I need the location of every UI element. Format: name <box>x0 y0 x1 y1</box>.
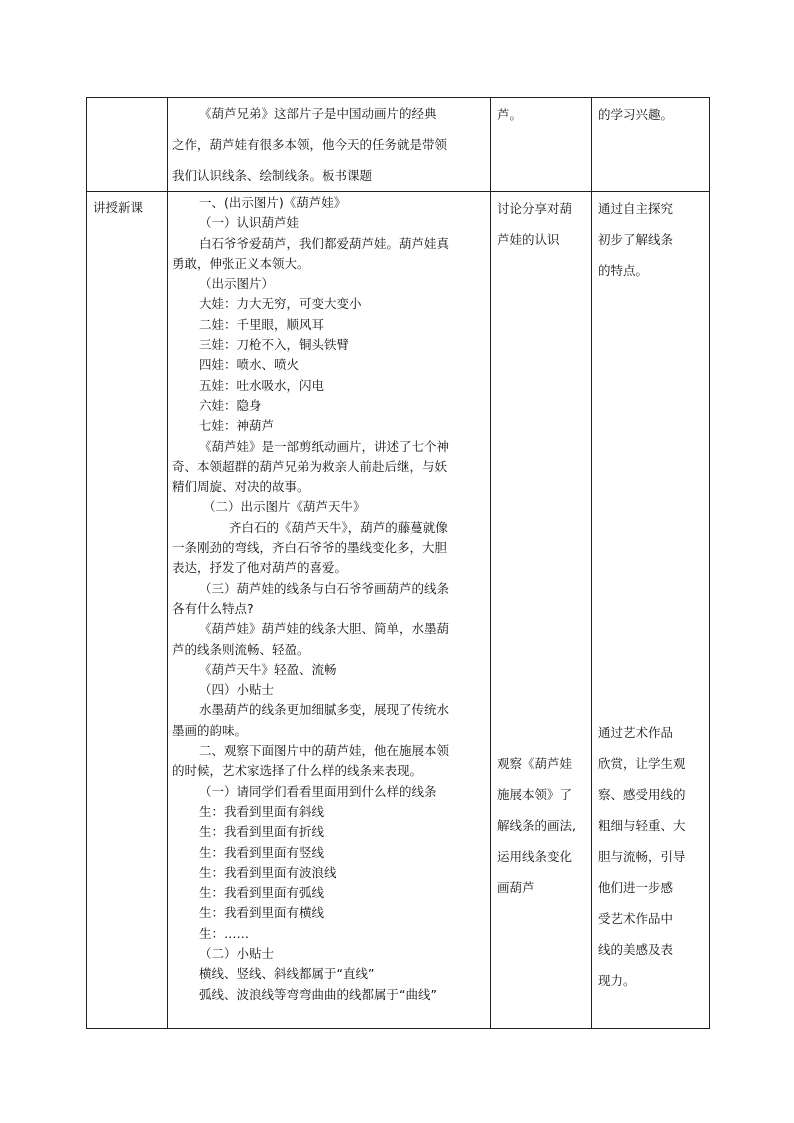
content-line: 四娃：喷水、喷火 <box>199 357 300 373</box>
content-line: 我们认识线条、绘制线条。板书课题 <box>172 168 373 183</box>
design-intent-cell <box>592 98 710 192</box>
content-line: 生：我看到里面有竖线 <box>199 844 325 860</box>
content-line: 一、(出示图片)《葫芦娃》 <box>199 195 347 210</box>
intent-line: 线的美感及表 <box>598 942 674 957</box>
intent-line: 他们进一步感 <box>598 880 674 895</box>
content-line: 勇敢，伸张正义本领大。 <box>172 255 310 271</box>
content-line: 横线、竖线、斜线都属于“直线” <box>199 966 375 982</box>
student-line: 芦娃的认识 <box>497 232 560 247</box>
intent-line: 的学习兴趣。 <box>598 107 674 122</box>
content-line: （二）出示图片《葫芦天牛》 <box>203 499 366 515</box>
intent-line: 通过艺术作品 <box>598 725 674 740</box>
table-row <box>87 192 710 1029</box>
content-line: （四）小贴士 <box>199 682 275 698</box>
lesson-plan-table <box>86 97 710 1029</box>
content-line: 六娃：隐身 <box>199 397 262 413</box>
table-row <box>87 98 710 192</box>
intent-line: 察、感受用线的 <box>598 787 686 802</box>
teacher-activity-cell <box>168 192 491 1029</box>
student-line: 施展本领》了 <box>497 787 573 802</box>
student-activity-cell <box>491 98 592 192</box>
content-line: 《葫芦娃》葫芦娃的线条大胆、简单，水墨葫 <box>199 621 450 637</box>
intent-line: 粗细与轻重、大 <box>598 818 686 833</box>
intent-line: 受艺术作品中 <box>598 911 674 926</box>
content-line: 芦的线条则流畅、轻盈。 <box>172 641 310 657</box>
teacher-activity-cell <box>168 98 491 192</box>
content-line: 生：…… <box>199 925 250 941</box>
content-line: （二）小贴士 <box>199 945 275 961</box>
student-line: 运用线条变化 <box>497 849 573 864</box>
content-line: 水墨葫芦的线条更加细腻多变，展现了传统水 <box>199 702 450 718</box>
content-line: 二、观察下面图片中的葫芦娃，他在施展本领 <box>199 743 450 759</box>
content-line: 的时候，艺术家选择了什么样的线条来表现。 <box>172 763 423 779</box>
content-line: 精们周旋、对决的故事。 <box>172 479 310 495</box>
content-line: 二娃：千里眼，顺风耳 <box>199 316 325 332</box>
content-line: （出示图片） <box>199 276 275 292</box>
intent-line: 的特点。 <box>598 263 649 278</box>
intent-line: 现力。 <box>598 973 636 988</box>
content-line: 齐白石的《葫芦天牛》，葫芦的藤蔓就像 <box>229 519 448 535</box>
intent-line: 胆与流畅，引导 <box>598 849 686 864</box>
content-line: 生：我看到里面有折线 <box>199 824 325 840</box>
content-line: 生：我看到里面有波浪线 <box>199 864 337 880</box>
content-line: 墨画的韵味。 <box>172 722 248 738</box>
content-line: 三娃：刀枪不入，铜头铁臂 <box>199 337 350 353</box>
content-line: 生：我看到里面有斜线 <box>199 803 325 819</box>
content-line: 白石爷爷爱葫芦，我们都爱葫芦娃。葫芦娃真 <box>199 235 450 251</box>
student-activity-cell <box>491 192 592 1029</box>
content-line: 《葫芦兄弟》这部片子是中国动画片的经典 <box>199 106 437 121</box>
content-line: 一条刚劲的弯线，齐白石爷爷的墨线变化多，大胆 <box>172 540 448 556</box>
content-line: （一）请同学们看看里面用到什么样的线条 <box>199 783 437 799</box>
student-line: 解线条的画法, <box>497 818 576 833</box>
student-line: 芦。 <box>497 107 523 122</box>
stage-cell <box>87 98 168 192</box>
content-line: 大娃：力大无穷，可变大变小 <box>199 296 362 312</box>
content-line: 奇、本领超群的葫芦兄弟为救亲人前赴后继，与妖 <box>172 458 448 474</box>
content-line: 《葫芦娃》是一部剪纸动画片，讲述了七个神 <box>199 438 450 454</box>
intent-line: 通过自主探究 <box>598 201 674 216</box>
content-line: （三）葫芦娃的线条与白石爷爷画葫芦的线条 <box>199 580 450 596</box>
stage-label: 讲授新课 <box>93 200 144 215</box>
content-line: 五娃：吐水吸水，闪电 <box>199 377 325 393</box>
content-line: 之作，葫芦娃有很多本领，他今天的任务就是带领 <box>172 137 448 152</box>
content-line: 弧线、波浪线等弯弯曲曲的线都属于“曲线” <box>199 986 437 1002</box>
intent-line: 初步了解线条 <box>598 232 674 247</box>
content-line: 表达，抒发了他对葫芦的喜爱。 <box>172 560 348 576</box>
student-line: 观察《葫芦娃 <box>497 756 573 771</box>
content-line: 各有什么特点? <box>172 600 254 616</box>
content-line: 生：我看到里面有横线 <box>199 905 325 921</box>
content-line: （一）认识葫芦娃 <box>199 215 300 231</box>
content-line: 七娃：神葫芦 <box>199 418 275 434</box>
content-line: 生：我看到里面有弧线 <box>199 885 325 901</box>
stage-cell <box>87 192 168 1029</box>
content-line: 《葫芦天牛》轻盈、流畅 <box>199 661 337 677</box>
design-intent-cell <box>592 192 710 1029</box>
student-line: 讨论分享对葫 <box>497 201 573 216</box>
intent-line: 欣赏，让学生观 <box>598 756 686 771</box>
student-line: 画葫芦 <box>497 880 535 895</box>
